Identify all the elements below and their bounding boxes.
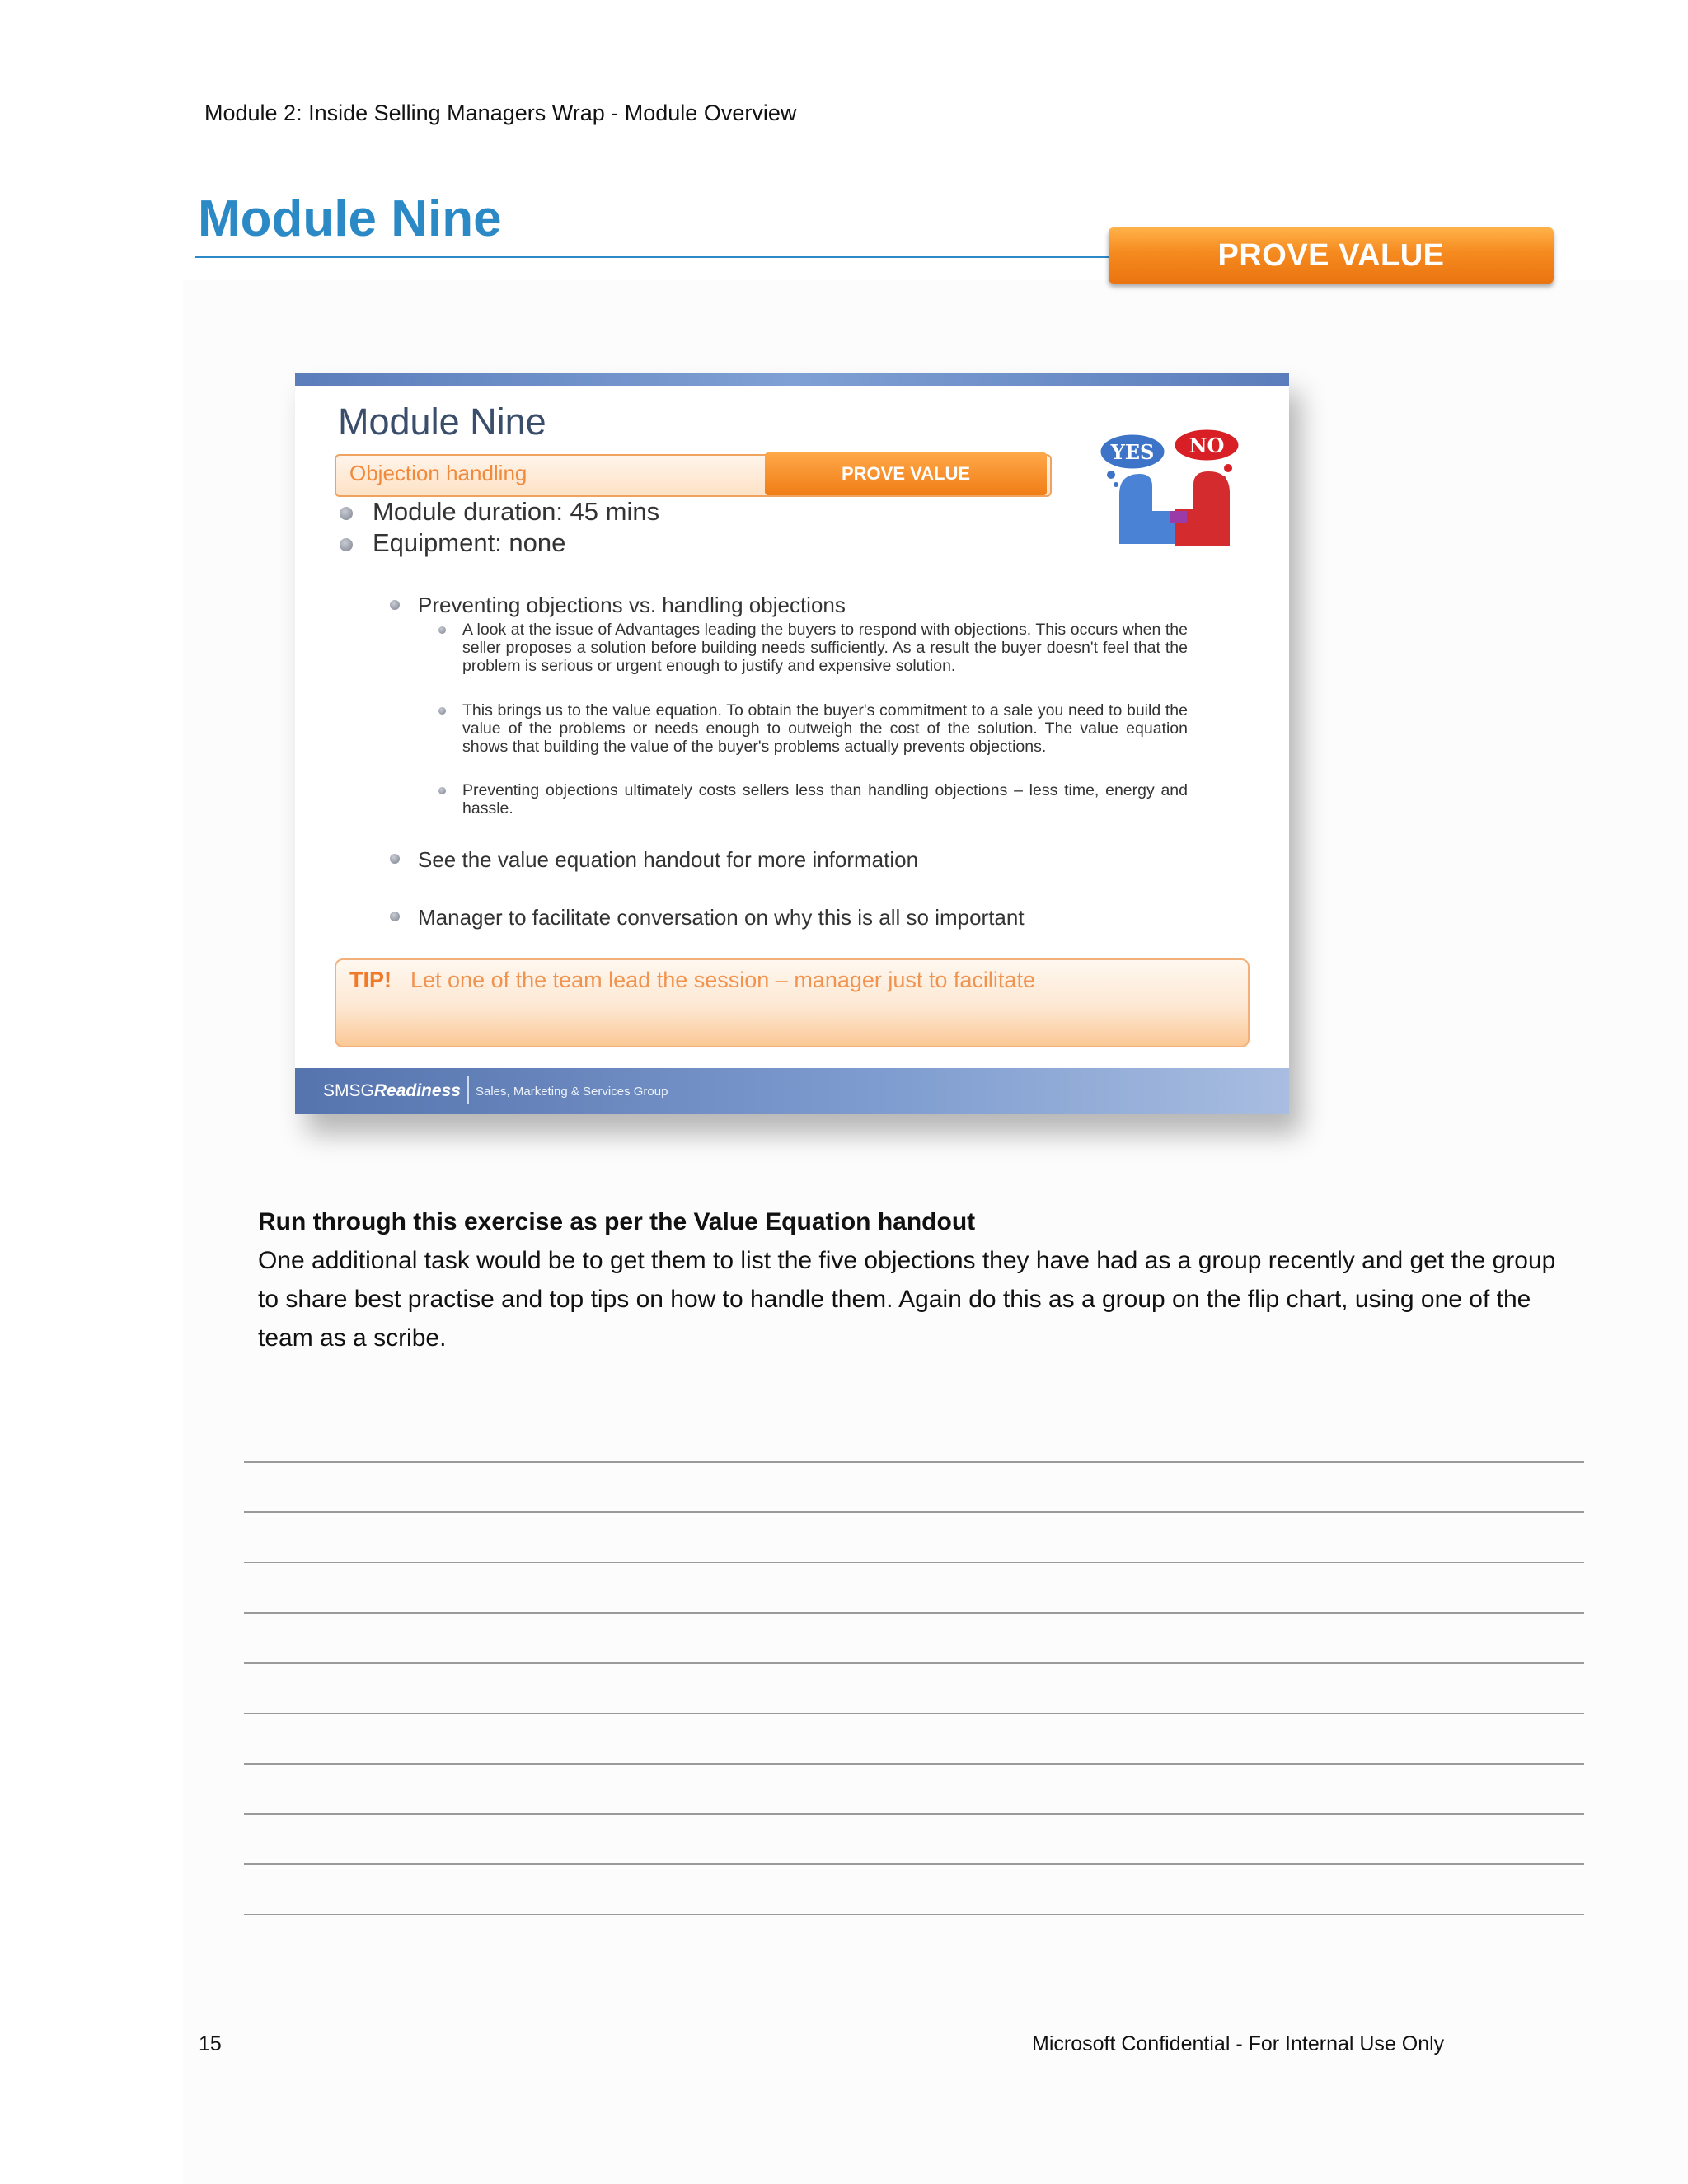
title-underline	[195, 256, 1118, 258]
slide-footer-group: Sales, Marketing & Services Group	[476, 1085, 668, 1099]
slide-top-bar	[295, 373, 1289, 386]
slide-equipment: Equipment: none	[373, 528, 566, 557]
slide-prove-value-badge: PROVE VALUE	[765, 452, 1047, 495]
slide-title: Module Nine	[338, 401, 546, 443]
prove-value-badge: PROVE VALUE	[1109, 227, 1554, 284]
note-line	[244, 1863, 1584, 1865]
note-line	[244, 1461, 1584, 1463]
tip-text: Let one of the team lead the session – manager just to facilitate	[410, 968, 1035, 992]
note-line	[244, 1612, 1584, 1614]
footer-divider	[467, 1076, 469, 1104]
no-bubble-text: NO	[1189, 434, 1225, 457]
note-line	[244, 1562, 1584, 1563]
slide-point-advantages: A look at the issue of Advantages leading the buyers to respond with objections. This occurs when the seller proposes a solution before building needs sufficiently. As a result the buyer doesn't feel that the problem is serious or urgent enough to justify and expensive solution.	[462, 621, 1188, 675]
bullet-icon	[340, 538, 353, 551]
bullet-icon	[438, 707, 446, 715]
page-number: 15	[199, 2032, 222, 2055]
exercise-body: One additional task would be to get them to list the five objections they have had as a group recently and get the group to share best practise and top tips on how to handle them. Again do this as a group on the flip chart, using one of the team as a scribe.	[258, 1247, 1556, 1352]
yes-bubble-text: YES	[1110, 440, 1155, 464]
slide-topic-label: Objection handling	[349, 461, 528, 485]
exercise-heading: Run through this exercise as per the Value Equation handout	[258, 1208, 976, 1235]
note-line	[244, 1662, 1584, 1664]
slide-point-preventing: Preventing objections ultimately costs sellers less than handling objections – less time, energy and hassle.	[462, 781, 1188, 818]
bullet-icon	[390, 854, 400, 864]
confidentiality-notice: Microsoft Confidential - For Internal Use Only	[1032, 2032, 1445, 2055]
note-line	[244, 1813, 1584, 1815]
note-line	[244, 1713, 1584, 1714]
slide-footer-brand	[323, 1081, 461, 1101]
bullet-icon	[438, 787, 446, 794]
yes-no-people-icon	[1095, 429, 1251, 552]
bullet-icon	[340, 507, 353, 520]
brand-name: Readiness	[373, 1081, 461, 1100]
module-title: Module Nine	[198, 190, 502, 247]
note-line	[244, 1511, 1584, 1513]
bullet-icon	[438, 626, 446, 634]
slide-point-value-equation: This brings us to the value equation. To obtain the buyer's commitment to a sale you need to build the value of the problems or needs enough to outweigh the cost of the solution. The value equation shows that building the value of the buyer's problems actually prevents objections.	[462, 701, 1188, 756]
running-header: Module 2: Inside Selling Managers Wrap - Module Overview	[204, 101, 797, 125]
note-line	[244, 1914, 1584, 1915]
tip-label: TIP!	[349, 968, 392, 992]
slide-duration: Module duration: 45 mins	[373, 497, 660, 526]
bullet-icon	[390, 600, 400, 610]
brand-prefix: SMSG	[323, 1081, 374, 1100]
bullet-icon	[390, 912, 400, 921]
note-line	[244, 1763, 1584, 1765]
slide-section-heading: Preventing objections vs. handling objections	[418, 593, 846, 617]
slide-point-handout: See the value equation handout for more information	[418, 847, 919, 872]
slide-point-manager: Manager to facilitate conversation on why this is all so important	[418, 905, 1025, 930]
